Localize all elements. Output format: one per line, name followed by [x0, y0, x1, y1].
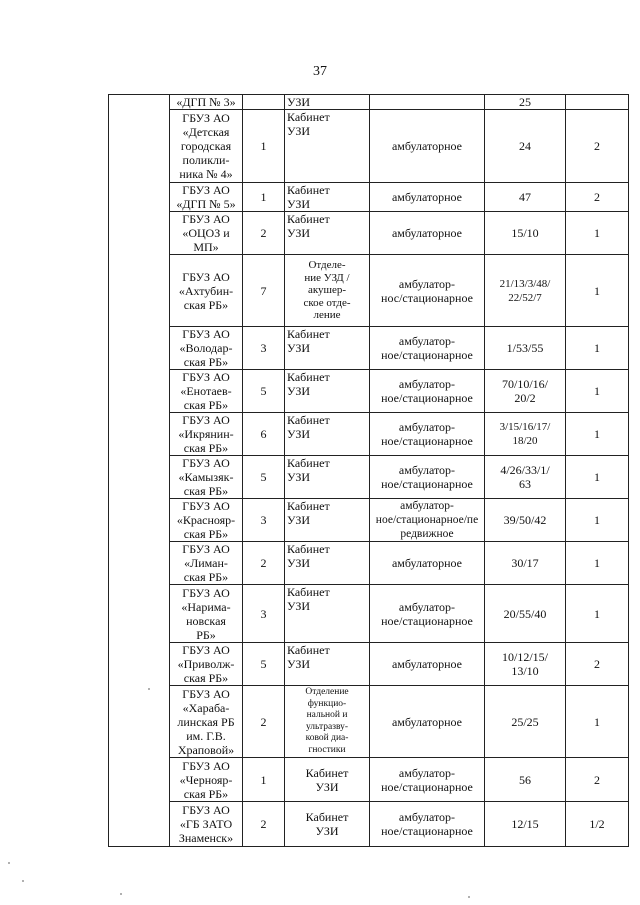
table-cell-unit: Отделе- ние УЗД / акушер- ское отде- ление: [285, 255, 370, 327]
table-cell-mode: амбулатор- ное/стационарное: [370, 802, 485, 847]
table-row: [109, 686, 629, 758]
table-cell-extra: 1: [566, 686, 629, 758]
table-cell-value: 1/53/55: [485, 327, 566, 370]
table-cell-value: 10/12/15/ 13/10: [485, 643, 566, 686]
table-row: [109, 183, 629, 212]
table-row: [109, 370, 629, 413]
table-cell-value: 20/55/40: [485, 585, 566, 643]
table-cell-unit: Кабинет УЗИ: [285, 327, 370, 370]
table-cell-extra: 1/2: [566, 802, 629, 847]
table-cell-mode: амбулатор- ное/стационарное/пе редвижное: [370, 499, 485, 542]
table-cell-value: 30/17: [485, 542, 566, 585]
table-cell-value: 12/15: [485, 802, 566, 847]
table-cell-value: 70/10/16/ 20/2: [485, 370, 566, 413]
scan-speck: [120, 893, 122, 895]
table-row: [109, 110, 629, 183]
table-cell-count: 1: [243, 758, 285, 802]
table-cell-extra: 1: [566, 370, 629, 413]
table-row: [109, 643, 629, 686]
table-cell-count: 2: [243, 212, 285, 255]
table-row: [109, 758, 629, 802]
table-cell-organization: «ДГП № 3»: [170, 95, 243, 110]
table-cell-value: 15/10: [485, 212, 566, 255]
table-cell-mode: амбулаторное: [370, 643, 485, 686]
table-cell-value: 3/15/16/17/ 18/20: [485, 413, 566, 456]
table-cell-mode: амбулатор- нос/стационарное: [370, 255, 485, 327]
table-cell-value: 25/25: [485, 686, 566, 758]
table-cell-extra: 1: [566, 327, 629, 370]
table-row: [109, 499, 629, 542]
table-row: [109, 95, 629, 110]
table-cell-count: 2: [243, 686, 285, 758]
table-row: [109, 456, 629, 499]
table-cell-mode: амбулаторное: [370, 686, 485, 758]
table-cell-extra: 1: [566, 499, 629, 542]
table-cell-value: 47: [485, 183, 566, 212]
table-cell-count: 1: [243, 183, 285, 212]
table-cell-blank: [109, 95, 170, 847]
table-cell-count: 5: [243, 456, 285, 499]
table-row: [109, 802, 629, 847]
page-number: 37: [313, 64, 327, 79]
table-row: [109, 542, 629, 585]
table-cell-organization: ГБУЗ АО «Володар- ская РБ»: [170, 327, 243, 370]
table-cell-count: 3: [243, 499, 285, 542]
table-cell-mode: амбулатор- ное/стационарное: [370, 585, 485, 643]
table-cell-extra: 2: [566, 643, 629, 686]
table-cell-organization: ГБУЗ АО «ДГП № 5»: [170, 183, 243, 212]
table-cell-organization: ГБУЗ АО «Лиман- ская РБ»: [170, 542, 243, 585]
table-row: [109, 413, 629, 456]
table-cell-organization: ГБУЗ АО «ГБ ЗАТО Знаменск»: [170, 802, 243, 847]
table-cell-count: 2: [243, 802, 285, 847]
table-row: [109, 327, 629, 370]
table-cell-extra: 2: [566, 758, 629, 802]
table-cell-unit: Кабинет УЗИ: [285, 542, 370, 585]
table-row: [109, 585, 629, 643]
table-row: [109, 255, 629, 327]
table-cell-unit: Кабинет УЗИ: [285, 456, 370, 499]
table-cell-mode: амбулатор- ное/стационарное: [370, 758, 485, 802]
table-cell-extra: 1: [566, 255, 629, 327]
table-cell-count: 6: [243, 413, 285, 456]
table-cell-unit: Кабинет УЗИ: [285, 499, 370, 542]
table-cell-extra: 1: [566, 456, 629, 499]
table-cell-organization: ГБУЗ АО «Ахтубин- ская РБ»: [170, 255, 243, 327]
table-cell-unit: Кабинет УЗИ: [285, 585, 370, 643]
table-cell-count: [243, 95, 285, 110]
scan-speck: [22, 880, 24, 882]
table-cell-mode: амбулаторное: [370, 110, 485, 183]
table-cell-organization: ГБУЗ АО «ОЦОЗ и МП»: [170, 212, 243, 255]
table-cell-unit: Кабинет УЗИ: [285, 110, 370, 183]
table-cell-value: 4/26/33/1/ 63: [485, 456, 566, 499]
table-cell-extra: [566, 95, 629, 110]
table-cell-count: 3: [243, 327, 285, 370]
table-cell-extra: 1: [566, 542, 629, 585]
table-cell-count: 5: [243, 370, 285, 413]
table-cell-organization: ГБУЗ АО «Икрянин- ская РБ»: [170, 413, 243, 456]
table-cell-count: 1: [243, 110, 285, 183]
table-cell-extra: 2: [566, 110, 629, 183]
table-cell-extra: 1: [566, 413, 629, 456]
table-cell-mode: [370, 95, 485, 110]
table-cell-count: 2: [243, 542, 285, 585]
table-cell-unit: УЗИ: [285, 95, 370, 110]
table-cell-mode: амбулаторное: [370, 183, 485, 212]
table-cell-extra: 1: [566, 585, 629, 643]
table-cell-value: 39/50/42: [485, 499, 566, 542]
scan-speck: [8, 862, 10, 864]
table-cell-mode: амбулатор- ное/стационарное: [370, 327, 485, 370]
table-row: [109, 212, 629, 255]
table-cell-organization: ГБУЗ АО «Детская городская поликли- ника № 4»: [170, 110, 243, 183]
scan-speck: [468, 896, 470, 898]
table-cell-unit: Кабинет УЗИ: [285, 370, 370, 413]
table-cell-mode: амбулатор- ное/стационарное: [370, 413, 485, 456]
table-cell-organization: ГБУЗ АО «Краснояр- ская РБ»: [170, 499, 243, 542]
table-cell-mode: амбулатор- ное/стационарное: [370, 370, 485, 413]
table-cell-mode: амбулаторное: [370, 542, 485, 585]
table-cell-unit: Кабинет УЗИ: [285, 183, 370, 212]
table-cell-count: 3: [243, 585, 285, 643]
table-cell-organization: ГБУЗ АО «Камызяк- ская РБ»: [170, 456, 243, 499]
equipment-table: [108, 94, 629, 847]
table-cell-value: 25: [485, 95, 566, 110]
table-cell-organization: ГБУЗ АО «Хараба- линская РБ им. Г.В. Храповой»: [170, 686, 243, 758]
table-cell-mode: амбулатор- ное/стационарное: [370, 456, 485, 499]
table-cell-value: 24: [485, 110, 566, 183]
table-cell-unit: Кабинет УЗИ: [285, 413, 370, 456]
table-cell-unit: Кабинет УЗИ: [285, 802, 370, 847]
table-cell-mode: амбулаторное: [370, 212, 485, 255]
table-cell-value: 56: [485, 758, 566, 802]
table-cell-organization: ГБУЗ АО «Чернояр- ская РБ»: [170, 758, 243, 802]
table-cell-organization: ГБУЗ АО «Енотаев- ская РБ»: [170, 370, 243, 413]
table-cell-value: 21/13/3/48/ 22/52/7: [485, 255, 566, 327]
table-cell-unit: Кабинет УЗИ: [285, 212, 370, 255]
scan-speck: [148, 688, 150, 690]
table-cell-count: 7: [243, 255, 285, 327]
table-cell-count: 5: [243, 643, 285, 686]
table-cell-extra: 1: [566, 212, 629, 255]
table-cell-organization: ГБУЗ АО «Нарима- новская РБ»: [170, 585, 243, 643]
table-cell-unit: Кабинет УЗИ: [285, 758, 370, 802]
table-cell-organization: ГБУЗ АО «Приволж- ская РБ»: [170, 643, 243, 686]
table-cell-extra: 2: [566, 183, 629, 212]
table-cell-unit: Отделение функцио- нальной и ультразву- ковой диа- гностики: [285, 686, 370, 758]
table-cell-unit: Кабинет УЗИ: [285, 643, 370, 686]
